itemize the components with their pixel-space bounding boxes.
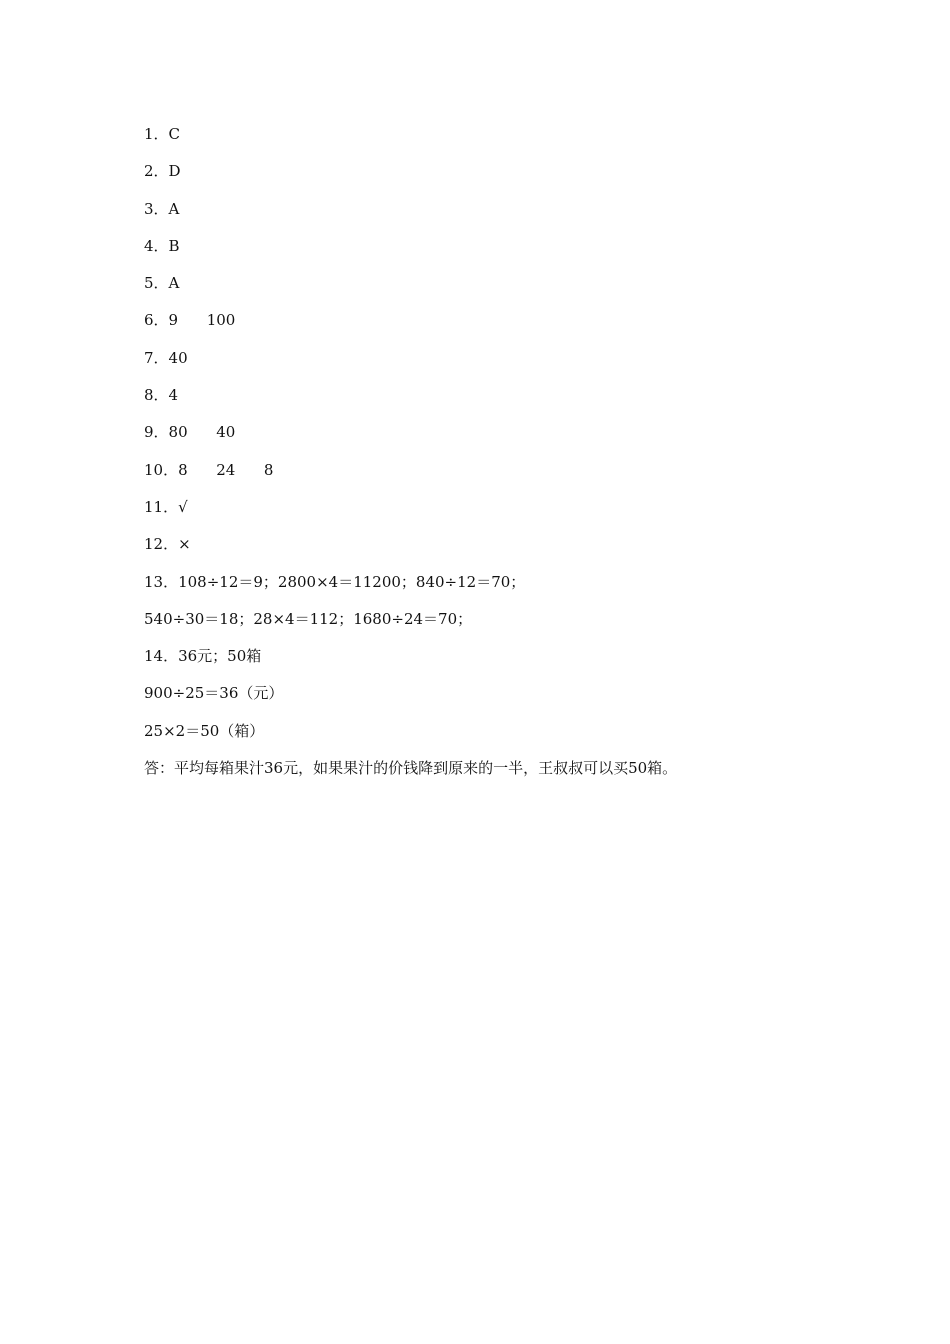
answer-line-14-step-2: 25×2＝50（箱） bbox=[144, 721, 265, 740]
answer-line-14-step-1: 900÷25＝36（元） bbox=[144, 684, 284, 703]
answer-line-14: 14．36元；50箱 bbox=[144, 647, 262, 666]
answer-line-13: 13．108÷12＝9；2800×4＝11200；840÷12＝70； bbox=[144, 572, 526, 591]
answer-line-9: 9．80 40 bbox=[144, 423, 236, 442]
answer-line-6: 6．9 100 bbox=[144, 311, 236, 330]
answer-line-14-conclusion: 答：平均每箱果汁36元，如果果汁的价钱降到原来的一半，王叔叔可以买50箱。 bbox=[144, 759, 678, 778]
answer-line-2: 2．D bbox=[144, 162, 181, 181]
answer-line-8: 8．4 bbox=[144, 386, 179, 405]
answer-line-13-continued: 540÷30＝18；28×4＝112；1680÷24＝70； bbox=[144, 609, 473, 628]
answer-line-7: 7．40 bbox=[144, 348, 188, 367]
answer-line-12: 12．× bbox=[144, 535, 191, 554]
answer-line-5: 5．A bbox=[144, 274, 180, 293]
answer-line-1: 1．C bbox=[144, 125, 181, 143]
answer-line-4: 4．B bbox=[144, 236, 180, 255]
answer-list bbox=[144, 122, 844, 793]
answer-line-3: 3．A bbox=[144, 199, 180, 218]
answer-line-10: 10．8 24 8 bbox=[144, 460, 274, 479]
answer-line-11: 11．√ bbox=[144, 497, 188, 516]
